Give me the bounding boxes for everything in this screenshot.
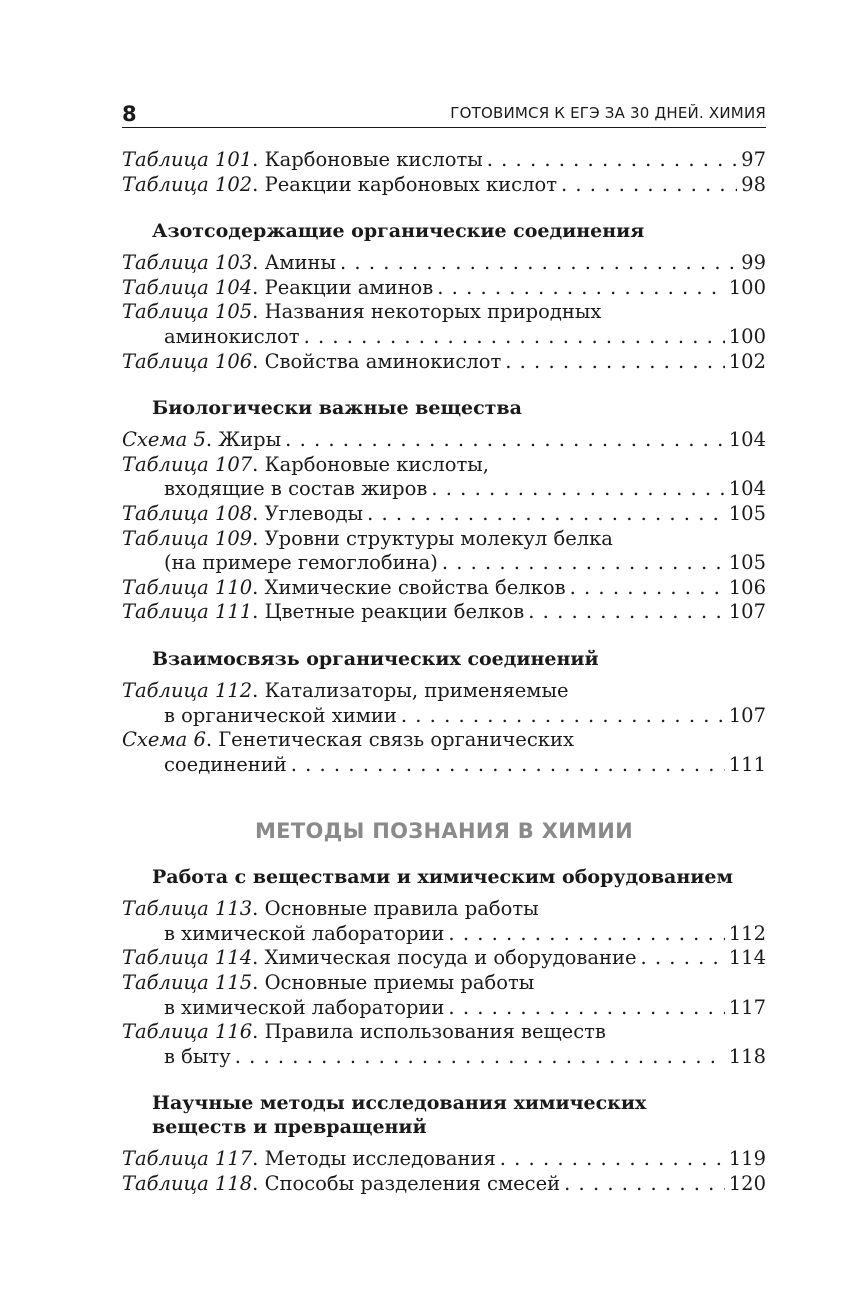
entry-page: 117 [728, 995, 766, 1019]
toc-entry-first-line [122, 897, 766, 922]
section-heading: Биологически важные вещества [152, 397, 522, 420]
toc-entry-first-line [122, 971, 766, 996]
entry-page: 107 [728, 703, 766, 727]
dot-leader [505, 350, 725, 375]
dot-leader [448, 922, 724, 947]
section-heading: Азотсодержащие органические соединения [152, 220, 645, 243]
entry-number: Таблица 117 [122, 1147, 253, 1171]
entry-page: 106 [728, 575, 766, 599]
toc-entry [122, 946, 766, 971]
entry-number: Таблица 112 [122, 678, 253, 702]
entry-number: Таблица 107 [122, 452, 253, 476]
dot-leader [340, 251, 737, 276]
entry-page: 105 [728, 501, 766, 525]
toc-entry [122, 1147, 766, 1172]
entry-page: 119 [728, 1147, 766, 1171]
toc-entry-first-line [122, 1020, 766, 1045]
entry-label: Таблица 112. Катализаторы, применяемые [122, 678, 569, 702]
entry-page: 98 [741, 172, 766, 196]
toc-entry-first-line [122, 527, 766, 552]
dot-leader [431, 477, 724, 502]
entry-label: Таблица 106. Свойства аминокислот [122, 349, 502, 373]
toc-entry [122, 576, 766, 601]
part-title: МЕТОДЫ ПОЗНАНИЯ В ХИМИИ [254, 819, 634, 844]
entry-label: Таблица 118. Способы разделения смесей [122, 1172, 561, 1196]
entry-label: Таблица 102. Реакции карбоновых кислот [122, 172, 558, 196]
entry-page: 120 [728, 1172, 766, 1196]
entry-continuation: в органической химии [164, 703, 397, 727]
toc-entry [122, 350, 766, 375]
entry-number: Таблица 103 [122, 251, 253, 275]
entry-continuation: аминокислот [164, 324, 300, 348]
entry-number: Таблица 116 [122, 1020, 253, 1044]
dot-leader [448, 996, 724, 1021]
running-title: ГОТОВИМСЯ К ЕГЭ ЗА 30 ДНЕЙ. ХИМИЯ [450, 104, 766, 122]
section-heading: Взаимосвязь органических соединений [152, 647, 599, 670]
page-header [122, 98, 766, 130]
entry-number: Таблица 118 [122, 1172, 253, 1196]
dot-leader [564, 1172, 725, 1197]
toc-entry [122, 148, 766, 173]
entry-continuation: в быту [164, 1044, 231, 1068]
entry-page: 100 [728, 324, 766, 348]
entry-number: Таблица 105 [122, 300, 253, 324]
entry-continuation: в химической лаборатории [164, 995, 445, 1019]
entry-label: Таблица 103. Амины [122, 251, 337, 275]
entry-label: Схема 6. Генетическая связь органических [122, 728, 574, 752]
toc-entry-first-line [122, 728, 766, 753]
toc-entry [122, 477, 766, 502]
header-rule [122, 127, 766, 128]
dot-leader [561, 173, 737, 198]
section-heading: Научные методы исследования химических веществ и превращений [152, 1092, 647, 1139]
entry-label: Таблица 101. Карбоновые кислоты [122, 148, 483, 171]
toc-entry [122, 704, 766, 729]
entry-label: Таблица 109. Уровни структуры молекул белка [122, 526, 613, 550]
entry-label: Таблица 114. Химическая посуда и оборудование [122, 946, 637, 970]
dot-leader [401, 704, 725, 729]
entry-page: 111 [728, 752, 766, 776]
dot-leader [641, 946, 725, 971]
dot-leader [285, 428, 725, 453]
entry-label: Таблица 111. Цветные реакции белков [122, 600, 525, 624]
entry-label: Таблица 108. Углеводы [122, 501, 364, 525]
toc-entry [122, 173, 766, 198]
entry-label: Таблица 113. Основные правила работы [122, 897, 539, 921]
toc-entry [122, 1045, 766, 1070]
toc-entry [122, 996, 766, 1021]
entry-number: Таблица 101 [122, 148, 253, 171]
entry-number: Таблица 102 [122, 172, 253, 196]
entry-number: Таблица 109 [122, 526, 253, 550]
entry-label: Таблица 115. Основные приемы работы [122, 971, 535, 995]
entry-label: Таблица 107. Карбоновые кислоты, [122, 452, 489, 476]
toc-entry-first-line [122, 453, 766, 478]
dot-leader [500, 1147, 725, 1172]
entry-label: Таблица 105. Названия некоторых природных [122, 300, 602, 324]
entry-continuation: входящие в состав жиров [164, 477, 428, 501]
entry-page: 102 [728, 349, 766, 373]
toc-entry [122, 325, 766, 350]
page-number: 8 [122, 102, 137, 126]
toc-entry [122, 551, 766, 576]
entry-number: Таблица 113 [122, 897, 253, 921]
entry-page: 99 [741, 251, 766, 275]
entry-label: Таблица 104. Реакции аминов [122, 275, 434, 299]
toc-entry-first-line [122, 300, 766, 325]
table-of-contents [122, 148, 766, 1197]
entry-number: Схема 5 [122, 428, 206, 452]
entry-page: 114 [728, 946, 766, 970]
toc-entry [122, 600, 766, 625]
entry-page: 107 [728, 600, 766, 624]
entry-label: Схема 5. Жиры [122, 428, 282, 452]
entry-page: 104 [728, 477, 766, 501]
section-heading: Работа с веществами и химическим оборудованием [152, 866, 733, 889]
dot-leader [235, 1045, 725, 1070]
dot-leader [437, 276, 724, 301]
toc-entry [122, 753, 766, 778]
entry-page: 112 [728, 921, 766, 945]
dot-leader [487, 148, 737, 173]
dot-leader [291, 753, 725, 778]
dot-leader [367, 502, 725, 527]
entry-page: 104 [728, 428, 766, 452]
entry-page: 105 [728, 551, 766, 575]
entry-continuation: соединений [164, 752, 287, 776]
entry-number: Таблица 110 [122, 575, 253, 599]
toc-entry [122, 922, 766, 947]
entry-label: Таблица 110. Химические свойства белков [122, 575, 566, 599]
toc-entry [122, 428, 766, 453]
entry-label: Таблица 117. Методы исследования [122, 1147, 496, 1171]
entry-number: Таблица 111 [122, 600, 253, 624]
toc-entry [122, 1172, 766, 1197]
entry-label: Таблица 116. Правила использования веществ [122, 1020, 606, 1044]
dot-leader [528, 600, 724, 625]
dot-leader [304, 325, 725, 350]
entry-number: Таблица 108 [122, 501, 253, 525]
toc-entry [122, 502, 766, 527]
dot-leader [442, 551, 725, 576]
entry-number: Таблица 114 [122, 946, 253, 970]
entry-page: 100 [728, 275, 766, 299]
entry-number: Таблица 106 [122, 349, 253, 373]
toc-entry [122, 276, 766, 301]
toc-entry [122, 251, 766, 276]
entry-number: Таблица 115 [122, 971, 253, 995]
entry-continuation: (на примере гемоглобина) [164, 551, 438, 575]
toc-entry-first-line [122, 679, 766, 704]
entry-page: 118 [728, 1044, 766, 1068]
entry-number: Схема 6 [122, 728, 206, 752]
entry-continuation: в химической лаборатории [164, 921, 445, 945]
dot-leader [570, 576, 725, 601]
entry-page: 97 [741, 148, 766, 171]
entry-number: Таблица 104 [122, 275, 253, 299]
